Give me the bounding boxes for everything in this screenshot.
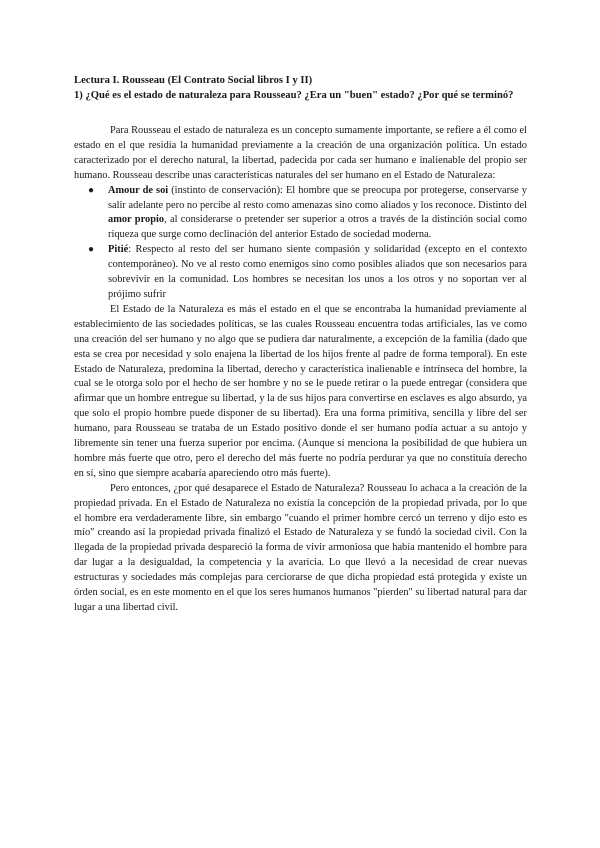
list-item-amour-de-soi bbox=[88, 184, 527, 244]
question-heading: 1) ¿Qué es el estado de naturaleza para Rousseau? ¿Era un "buen" estado? ¿Por qué se terminó? bbox=[74, 90, 514, 101]
bullet-icon: ● bbox=[88, 244, 95, 256]
bullet-icon: ● bbox=[88, 184, 95, 196]
term-amor-propio: amor propio bbox=[108, 214, 165, 226]
term-pitie: Pitié bbox=[108, 244, 129, 256]
paragraph-propiedad-privada: Pero entonces, ¿por qué desaparece el Estado de Naturaleza? Rousseau lo achaca a la creación de la propiedad privada. En el Estado de Naturaleza no existía la concepción de la propiedad privada, por lo que el hombre era verdaderamente libre, sin embargo "cuando el primer hombre cercó un terreno y dijo esto es mío" creando así la propiedad privada finalizó el Estado de Naturaleza y se fundó la sociedad civil. Con la llegada de la propiedad privada despareció la forma de vivir armoniosa que había mantenido el hombre para dar lugar a la desigualdad, la competencia y la avaricia. Lo que llevó a la necesidad de crear nuevas estructuras y sociedades más complejas para cerciorarse de que dicha propiedad está protegida y existe un órden social, es en este momento en el que los seres humanos humanos "pierden" su libertad natural para dar lugar a una libertad civil. bbox=[74, 482, 527, 613]
characteristics-list bbox=[74, 184, 527, 303]
list-item-text: (instinto de conservación): El hombre que se preocupa por protegerse, conservarse y salir adelante pero no percibe al resto como amenazas sino como aliados y los reconoce. Distinto del bbox=[108, 184, 527, 211]
term-amour-de-soi: Amour de soi bbox=[108, 184, 169, 196]
list-item-text: , al considerarse o pretender ser superior a otros a través de la distinción social como riqueza que surge como declinación del anterior Estado de sociedad moderna. bbox=[108, 214, 527, 241]
spacer bbox=[74, 103, 527, 124]
list-item-pitie bbox=[88, 243, 527, 303]
paragraph-intro: Para Rousseau el estado de naturaleza es un concepto sumamente importante, se refiere a él como el estado en el que residía la humanidad previamente a la creación de una organización política. Un estado caracterizado por el derecho natural, la libertad, padecida por cada ser humano e inalienable del propio ser humano. Rousseau describe unas características naturales del ser humano en el Estado de Naturaleza: bbox=[74, 125, 527, 181]
paragraph-estado-naturaleza: El Estado de la Naturaleza es más el estado en el que se encontraba la humanidad previamente al establecimiento de las sociedades políticas, se las cuales Rousseau encuentra todas artificiales, las ve como una creación del ser humano y no algo que se pudiera dar naturalmente, a excepción de la familia (dado que esta se crea por necesidad y solo enajena la libertad de los hijos frente al padre de forma temporal). En este Estado de Naturaleza, predomina la libertad, derecho y característica inalienable e intrínseca del hombre, la cual se le otorga solo por el hecho de ser hombre y no se le puede retirar o la puede entregar (considera que afirmar que un hombre entregue su libertad, y la de sus hijos para convertirse en esclaves es algo absurdo, ya que solo el propio hombre puede disponer de su libertad). Era una forma primitiva, sencilla y libre del ser humano, para Rousseau se trataba de un Estado positivo donde el ser humano podía actuar a su antojo y libremente sin tener una fuerza superior por encima. (Aunque sí menciona la posibilidad de que hubiera un hombre más fuerte que otro, pero el derecho del más fuerte no podría perdurar ya que no constituía derecho en sí, sino que siempre acabaría apareciendo otro más fuerte). bbox=[74, 303, 527, 479]
document-page bbox=[74, 73, 527, 616]
list-item-text: : Respecto al resto del ser humano siente compasión y solidaridad (excepto en el contexto contemporáneo). No ve al resto como enemigos sino como posibles aliados que son necesarios para sobrevivir en la comunidad. Los hombres se necesitan los unos a los otros y no soportan ver al prójimo sufrir bbox=[108, 244, 527, 300]
document-title: Lectura I. Rousseau (El Contrato Social libros I y II) bbox=[74, 75, 313, 86]
